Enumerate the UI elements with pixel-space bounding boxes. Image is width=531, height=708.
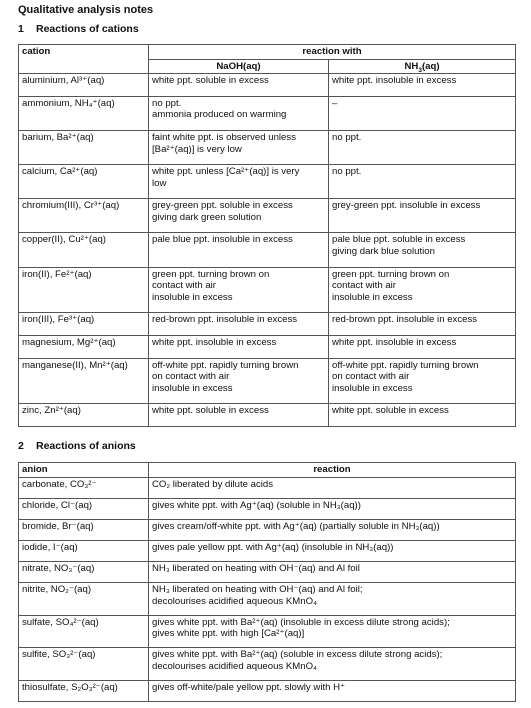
cation-naoh-line: giving dark green solution bbox=[152, 211, 262, 223]
anion-reaction-cell bbox=[149, 498, 516, 519]
anion-reaction-cell bbox=[149, 680, 516, 701]
cation-nh3-line: green ppt. turning brown on bbox=[332, 268, 450, 280]
reaction-with-header: reaction with bbox=[149, 45, 516, 60]
reaction-column-header: reaction bbox=[149, 463, 516, 478]
cation-naoh-cell bbox=[149, 96, 329, 130]
anion-anion-cell: sulfite, SO₃²⁻(aq) bbox=[19, 648, 149, 681]
cation-cation-cell: iron(III), Fe³⁺(aq) bbox=[19, 313, 149, 336]
anion-column-header: anion bbox=[19, 463, 149, 478]
cation-nh3-line: insoluble in excess bbox=[332, 291, 413, 303]
cation-naoh-line: ammonia produced on warming bbox=[152, 109, 287, 121]
cation-naoh-line: [Ba²⁺(aq)] is very low bbox=[152, 143, 242, 155]
cation-nh3-line: pale blue ppt. soluble in excess bbox=[332, 234, 466, 246]
cation-cation-cell: barium, Ba²⁺(aq) bbox=[19, 130, 149, 164]
anions-header-row bbox=[19, 463, 516, 478]
section-2-number: 2 bbox=[18, 440, 24, 452]
anion-reaction-line: gives white ppt. with high [Ca²⁺(aq)] bbox=[152, 628, 305, 640]
cation-naoh-cell bbox=[149, 404, 329, 427]
anion-row bbox=[19, 680, 516, 701]
section-2-heading bbox=[18, 440, 136, 452]
cation-cation-cell: ammonium, NH₄⁺(aq) bbox=[19, 96, 149, 130]
cation-nh3-line: red-brown ppt. insoluble in excess bbox=[332, 314, 478, 326]
anion-row bbox=[19, 540, 516, 561]
nh3-column-header bbox=[329, 59, 516, 74]
anion-reaction-cell bbox=[149, 582, 516, 615]
anion-row bbox=[19, 498, 516, 519]
anion-anion-cell: nitrite, NO₂⁻(aq) bbox=[19, 582, 149, 615]
cation-nh3-cell bbox=[329, 130, 516, 164]
anion-row bbox=[19, 648, 516, 681]
anion-reaction-line: gives off-white/pale yellow ppt. slowly with H⁺ bbox=[152, 681, 346, 693]
anion-reaction-cell bbox=[149, 648, 516, 681]
cation-nh3-line: on contact with air bbox=[332, 371, 410, 383]
cation-cation-cell: aluminium, Al³⁺(aq) bbox=[19, 74, 149, 97]
cation-naoh-line: grey-green ppt. soluble in excess bbox=[152, 200, 293, 212]
cation-row bbox=[19, 358, 516, 404]
cation-naoh-cell bbox=[149, 74, 329, 97]
cation-cation-cell: zinc, Zn²⁺(aq) bbox=[19, 404, 149, 427]
cation-naoh-line: on contact with air bbox=[152, 371, 230, 383]
naoh-column-header: NaOH(aq) bbox=[149, 59, 329, 74]
cation-row bbox=[19, 130, 516, 164]
cation-naoh-cell bbox=[149, 358, 329, 404]
cation-nh3-cell bbox=[329, 267, 516, 313]
cation-nh3-cell bbox=[329, 233, 516, 267]
cation-cation-cell: copper(II), Cu²⁺(aq) bbox=[19, 233, 149, 267]
cation-nh3-line: off-white ppt. rapidly turning brown bbox=[332, 359, 479, 371]
cation-naoh-line: white ppt. soluble in excess bbox=[152, 75, 269, 87]
cation-cation-cell: chromium(III), Cr³⁺(aq) bbox=[19, 199, 149, 233]
cation-nh3-cell bbox=[329, 74, 516, 97]
anion-reaction-cell bbox=[149, 615, 516, 648]
document-title: Qualitative analysis notes bbox=[18, 4, 154, 16]
nh3-header-suffix: (aq) bbox=[421, 60, 440, 72]
cation-nh3-line: giving dark blue solution bbox=[332, 246, 435, 258]
anion-anion-cell: chloride, Cl⁻(aq) bbox=[19, 498, 149, 519]
section-1-heading bbox=[18, 23, 139, 35]
anion-reaction-cell bbox=[149, 540, 516, 561]
cation-naoh-cell bbox=[149, 335, 329, 358]
anion-reaction-line: gives white ppt. with Ag⁺(aq) (soluble in NH₃(aq)) bbox=[152, 499, 361, 511]
cation-column-header: cation bbox=[19, 45, 149, 74]
cation-nh3-line: white ppt. insoluble in excess bbox=[332, 336, 457, 348]
anions-table-body bbox=[19, 477, 516, 701]
anion-anion-cell: iodide, I⁻(aq) bbox=[19, 540, 149, 561]
cation-nh3-cell bbox=[329, 404, 516, 427]
anion-anion-cell: bromide, Br⁻(aq) bbox=[19, 519, 149, 540]
cation-naoh-line: no ppt. bbox=[152, 97, 182, 109]
cation-naoh-cell bbox=[149, 313, 329, 336]
cation-naoh-line: white ppt. insoluble in excess bbox=[152, 336, 277, 348]
anion-reaction-line: gives white ppt. with Ba²⁺(aq) (soluble in excess dilute strong acids); bbox=[152, 649, 443, 661]
anion-reaction-cell bbox=[149, 477, 516, 498]
anion-row bbox=[19, 582, 516, 615]
cation-row bbox=[19, 199, 516, 233]
cation-nh3-line: no ppt. bbox=[332, 166, 362, 178]
cations-header-row-1 bbox=[19, 45, 516, 60]
anion-reaction-line: gives white ppt. with Ba²⁺(aq) (insoluble in excess dilute strong acids); bbox=[152, 616, 450, 628]
cation-nh3-cell bbox=[329, 199, 516, 233]
anion-reaction-line: NH₃ liberated on heating with OH⁻(aq) and Al foil; bbox=[152, 583, 363, 595]
anion-reaction-cell bbox=[149, 519, 516, 540]
cation-row bbox=[19, 267, 516, 313]
cation-naoh-cell bbox=[149, 130, 329, 164]
cation-row bbox=[19, 96, 516, 130]
cation-naoh-cell bbox=[149, 199, 329, 233]
cation-nh3-line: no ppt. bbox=[332, 131, 362, 143]
anion-anion-cell: thiosulfate, S₂O₃²⁻(aq) bbox=[19, 680, 149, 701]
cation-naoh-line: white ppt. soluble in excess bbox=[152, 405, 269, 417]
cation-naoh-line: off-white ppt. rapidly turning brown bbox=[152, 359, 299, 371]
anion-reaction-line: decolourises acidified aqueous KMnO₄ bbox=[152, 595, 317, 607]
cations-table bbox=[18, 44, 516, 427]
anion-reaction-line: gives cream/off-white ppt. with Ag⁺(aq) (partially soluble in NH₃(aq)) bbox=[152, 520, 440, 532]
cation-row bbox=[19, 233, 516, 267]
cation-naoh-line: contact with air bbox=[152, 280, 216, 292]
cation-naoh-line: low bbox=[152, 177, 167, 189]
anion-anion-cell: sulfate, SO₄²⁻(aq) bbox=[19, 615, 149, 648]
cation-cation-cell: manganese(II), Mn²⁺(aq) bbox=[19, 358, 149, 404]
cation-row bbox=[19, 335, 516, 358]
cation-nh3-line: insoluble in excess bbox=[332, 382, 413, 394]
anion-anion-cell: nitrate, NO₃⁻(aq) bbox=[19, 561, 149, 582]
nh3-header-subscript: 3 bbox=[418, 66, 422, 74]
cation-cation-cell: iron(II), Fe²⁺(aq) bbox=[19, 267, 149, 313]
anion-anion-cell: carbonate, CO₃²⁻ bbox=[19, 477, 149, 498]
section-2-title: Reactions of anions bbox=[36, 440, 136, 452]
cation-naoh-line: red-brown ppt. insoluble in excess bbox=[152, 314, 298, 326]
cation-naoh-line: faint white ppt. is observed unless bbox=[152, 131, 296, 143]
nh3-header-prefix: NH bbox=[404, 60, 419, 72]
anion-row bbox=[19, 615, 516, 648]
cation-row bbox=[19, 404, 516, 427]
cation-nh3-line: grey-green ppt. insoluble in excess bbox=[332, 200, 481, 212]
cation-naoh-line: insoluble in excess bbox=[152, 291, 233, 303]
anion-row bbox=[19, 561, 516, 582]
cation-nh3-line: white ppt. insoluble in excess bbox=[332, 75, 457, 87]
cation-nh3-cell bbox=[329, 165, 516, 199]
cation-nh3-line: white ppt. soluble in excess bbox=[332, 405, 449, 417]
cation-naoh-cell bbox=[149, 267, 329, 313]
cation-nh3-cell bbox=[329, 313, 516, 336]
cations-table-body bbox=[19, 74, 516, 427]
cation-nh3-cell bbox=[329, 335, 516, 358]
anion-reaction-line: NH₃ liberated on heating with OH⁻(aq) and Al foil bbox=[152, 562, 360, 574]
cation-nh3-line: – bbox=[332, 97, 338, 109]
cation-row bbox=[19, 165, 516, 199]
anion-reaction-line: gives pale yellow ppt. with Ag⁺(aq) (insoluble in NH₃(aq)) bbox=[152, 541, 394, 553]
anion-reaction-line: CO₂ liberated by dilute acids bbox=[152, 478, 274, 490]
anion-reaction-line: decolourises acidified aqueous KMnO₄ bbox=[152, 660, 317, 672]
section-1-number: 1 bbox=[18, 23, 24, 35]
section-1-title: Reactions of cations bbox=[36, 23, 139, 35]
cation-nh3-cell bbox=[329, 96, 516, 130]
anion-row bbox=[19, 477, 516, 498]
anions-table bbox=[18, 462, 516, 702]
cation-naoh-line: green ppt. turning brown on bbox=[152, 268, 270, 280]
cation-row bbox=[19, 313, 516, 336]
cation-naoh-line: pale blue ppt. insoluble in excess bbox=[152, 234, 293, 246]
cation-naoh-cell bbox=[149, 233, 329, 267]
cation-naoh-line: white ppt. unless [Ca²⁺(aq)] is very bbox=[152, 166, 300, 178]
anion-row bbox=[19, 519, 516, 540]
cation-row bbox=[19, 74, 516, 97]
cation-nh3-cell bbox=[329, 358, 516, 404]
cation-naoh-cell bbox=[149, 165, 329, 199]
anion-reaction-cell bbox=[149, 561, 516, 582]
cation-nh3-line: contact with air bbox=[332, 280, 396, 292]
cation-cation-cell: calcium, Ca²⁺(aq) bbox=[19, 165, 149, 199]
cation-naoh-line: insoluble in excess bbox=[152, 382, 233, 394]
cation-cation-cell: magnesium, Mg²⁺(aq) bbox=[19, 335, 149, 358]
